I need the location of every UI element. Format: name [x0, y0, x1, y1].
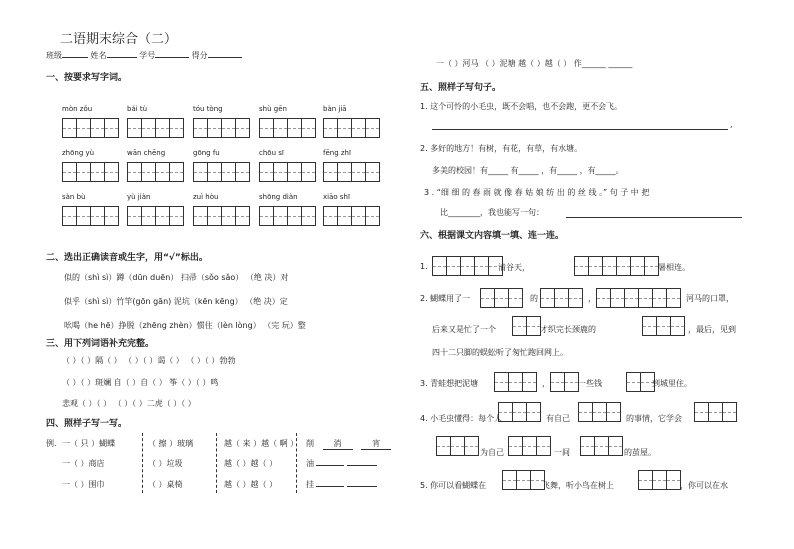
pinyin-label: fēng zhī — [323, 149, 351, 157]
grid-cell[interactable] — [323, 118, 338, 138]
grid-cell[interactable] — [474, 256, 489, 276]
pinyin-label: zuì hòu — [193, 193, 219, 201]
comma: , — [730, 120, 733, 129]
s6-i4c: 的事情，它学会 — [626, 414, 682, 423]
grid-cell[interactable] — [273, 206, 288, 226]
section1-heading: 一、按要求写字词。 — [46, 73, 128, 83]
s4-c4-r1 — [306, 438, 391, 450]
grid-cell[interactable] — [351, 162, 366, 182]
grid-cell[interactable] — [169, 206, 184, 226]
grid-cell[interactable] — [301, 206, 316, 226]
grid-cell[interactable] — [365, 162, 380, 182]
grid-cell[interactable] — [104, 206, 119, 226]
tianzige-grid[interactable] — [512, 316, 540, 336]
tianzige-grid[interactable] — [694, 402, 736, 422]
s6-i3b: ， — [542, 379, 550, 388]
grid-cell[interactable] — [666, 470, 681, 490]
tianzige-grid[interactable] — [550, 372, 578, 392]
grid-cell[interactable] — [207, 162, 222, 182]
s4-c2-r3: （ ）桌椅 — [148, 480, 183, 489]
grid-cell[interactable] — [708, 402, 723, 422]
pinyin-label: yù jiàn — [127, 193, 151, 201]
grid-cell[interactable] — [596, 288, 611, 308]
s6-i4f: 的茧屋。 — [624, 448, 656, 457]
pinyin-label: gōng fu — [193, 149, 220, 157]
score-label: 得分 — [191, 51, 208, 60]
s5-item2: 2. 多好的地方！有树，有花，有草，有水塘。 — [420, 144, 583, 153]
blank[interactable] — [316, 486, 344, 487]
grid-cell[interactable] — [301, 162, 316, 182]
grid-cell[interactable] — [193, 162, 208, 182]
answer-line[interactable] — [566, 217, 742, 218]
grid-cell[interactable] — [141, 162, 156, 182]
grid-cell[interactable] — [606, 402, 621, 422]
grid-cell[interactable] — [365, 118, 380, 138]
grid-cell[interactable] — [323, 162, 338, 182]
grid-cell[interactable] — [588, 256, 603, 276]
section4-heading: 四、照样子写一写。 — [46, 419, 128, 429]
grid-cell[interactable] — [259, 118, 274, 138]
grid-cell[interactable] — [221, 118, 236, 138]
right-top-line: 一（ ）河马 （ ）泥塘 越（ ）越（ ） 作______ ______ — [436, 59, 633, 68]
tianzige-grid[interactable] — [323, 206, 379, 226]
s4-c1-r3: 一（ ）围巾 — [62, 480, 105, 489]
s6-i2b: 的 — [530, 294, 538, 303]
s6-i2g: ，最后，见到 — [688, 325, 736, 334]
grid-cell[interactable] — [502, 470, 517, 490]
grid-cell[interactable] — [656, 316, 671, 336]
grid-cell[interactable] — [564, 372, 579, 392]
divider — [142, 433, 143, 493]
section6-heading: 六、根据课文内容填一填、连一连。 — [420, 231, 565, 241]
s6-i2d: 河马的口罩， — [686, 294, 734, 303]
grid-cell[interactable] — [578, 402, 593, 422]
grid-cell[interactable] — [104, 118, 119, 138]
grid-cell[interactable] — [155, 118, 170, 138]
grid-cell[interactable] — [351, 118, 366, 138]
grid-cell[interactable] — [666, 288, 681, 308]
grid-cell[interactable] — [450, 436, 465, 456]
grid-cell[interactable] — [155, 162, 170, 182]
tianzige-grid[interactable] — [127, 118, 183, 138]
grid-cell[interactable] — [323, 206, 338, 226]
grid-cell[interactable] — [550, 372, 565, 392]
grid-cell[interactable] — [580, 436, 595, 456]
grid-cell[interactable] — [594, 436, 609, 456]
divider — [296, 433, 297, 493]
name-label: 姓名 — [90, 51, 107, 60]
s5-item2b: 多美的校园！有_____ 有_____ ，有_____ ，有_____。 — [432, 166, 624, 175]
name-field[interactable] — [107, 57, 137, 58]
grid-cell[interactable] — [301, 118, 316, 138]
grid-cell[interactable] — [432, 256, 447, 276]
grid-cell[interactable] — [351, 206, 366, 226]
s3-line-2: （ ）（ ）斑斓 自（ ）自（ ） 筝（ ）（ ）鸣 — [62, 378, 219, 387]
grid-cell[interactable] — [207, 206, 222, 226]
s6-i1b: 清谷天， — [498, 263, 530, 272]
grid-cell[interactable] — [512, 316, 527, 336]
s6-i4a: 4. 小毛虫懂得：每个人 — [420, 414, 503, 423]
pinyin-label: tóu tòng — [193, 105, 223, 113]
tianzige-grid[interactable] — [432, 256, 502, 276]
blank[interactable] — [347, 465, 377, 466]
grid-cell[interactable] — [536, 436, 551, 456]
grid-cell[interactable] — [287, 206, 302, 226]
tianzige-grid[interactable] — [193, 162, 249, 182]
pinyin-label: zhōng yù — [62, 149, 95, 157]
s4-c2-r2: （ ）垃圾 — [148, 459, 183, 468]
grid-cell[interactable] — [464, 436, 479, 456]
s6-i3a: 3. 青蛙想把泥塘 — [420, 379, 479, 388]
tianzige-grid[interactable] — [62, 206, 118, 226]
score-field[interactable] — [208, 57, 242, 58]
example-prefix: 例. — [46, 439, 57, 448]
grid-cell[interactable] — [652, 288, 667, 308]
grid-cell[interactable] — [90, 162, 105, 182]
s6-i4d: 为自己 — [480, 448, 504, 457]
tianzige-grid[interactable] — [580, 436, 622, 456]
grid-cell[interactable] — [608, 436, 623, 456]
s4-word-1: 削 — [306, 439, 314, 448]
s4-c4-r3 — [306, 479, 377, 490]
tianzige-grid[interactable] — [502, 470, 544, 490]
s6-i5b: 飞舞，听小鸟在树上 — [542, 481, 614, 490]
s2-line-2: 似乎（shì sì）竹竿(gōn gān) 泥坑（kēn kēng） （绝 决）定 — [64, 297, 288, 306]
grid-cell[interactable] — [616, 256, 631, 276]
s6-i4b: 有自己 — [546, 414, 570, 423]
s3-line-1: （ ）（ ）隔（ ） （ ）（ ）谒（ ） （ ）（ ）勃勃 — [62, 356, 236, 365]
tianzige-grid[interactable] — [127, 206, 183, 226]
blank[interactable] — [316, 465, 344, 466]
blank[interactable] — [347, 486, 377, 487]
grid-cell[interactable] — [494, 288, 509, 308]
tianzige-grid[interactable] — [259, 118, 315, 138]
grid-cell[interactable] — [62, 118, 77, 138]
pinyin-label: sàn bù — [62, 193, 86, 201]
s4-c2-r1: （ 擦 ）玻璃 — [148, 439, 194, 448]
grid-cell[interactable] — [62, 162, 77, 182]
tianzige-grid[interactable] — [638, 470, 680, 490]
s5-item3b: 比________，我也能写一句： — [440, 208, 544, 217]
tianzige-grid[interactable] — [62, 162, 118, 182]
tianzige-grid[interactable] — [578, 402, 620, 422]
s4-example-2: 宵 — [361, 438, 391, 450]
grid-cell[interactable] — [574, 256, 589, 276]
s6-i1c: 暑相连。 — [658, 263, 690, 272]
grid-cell[interactable] — [508, 436, 523, 456]
s4-c1-r2: 一（ ）商店 — [62, 459, 105, 468]
tianzige-grid[interactable] — [642, 316, 684, 336]
s5-item3a: 3 . “细 细 的 春 雨 就 像 春 姑 娘 纺 出 的 丝 线 。” 句 子 中 把 — [424, 188, 650, 197]
grid-cell[interactable] — [235, 206, 250, 226]
s4-c1-r1: 一（ 只 ）蝴蝶 — [62, 439, 116, 448]
grid-cell[interactable] — [446, 256, 461, 276]
tianzige-grid[interactable] — [480, 288, 522, 308]
grid-cell[interactable] — [62, 206, 77, 226]
tianzige-grid[interactable] — [323, 118, 379, 138]
grid-cell[interactable] — [638, 470, 653, 490]
section3-heading: 三、用下列词语补充完整。 — [46, 339, 155, 349]
s6-i1a: 1. — [420, 262, 428, 271]
s4-c3-r1: 越（ 来 ）越（ 啊 ） — [224, 439, 299, 448]
s6-i2e: 后来又是忙了一个 — [432, 325, 496, 334]
grid-cell[interactable] — [273, 162, 288, 182]
grid-cell[interactable] — [235, 118, 250, 138]
grid-cell[interactable] — [337, 118, 352, 138]
grid-cell[interactable] — [104, 162, 119, 182]
pinyin-label: shù gēn — [259, 105, 287, 113]
answer-line[interactable] — [432, 129, 728, 130]
grid-cell[interactable] — [259, 206, 274, 226]
s6-i3d: 到城里住。 — [652, 379, 692, 388]
grid-cell[interactable] — [480, 288, 495, 308]
grid-cell[interactable] — [221, 206, 236, 226]
grid-cell[interactable] — [652, 470, 667, 490]
s6-i2h: 四十二只脚的蜈蚣听了匆忙跑回网上。 — [432, 348, 568, 357]
number-field[interactable] — [155, 57, 189, 58]
grid-cell[interactable] — [141, 118, 156, 138]
grid-cell[interactable] — [259, 162, 274, 182]
grid-cell[interactable] — [127, 206, 142, 226]
grid-cell[interactable] — [512, 402, 527, 422]
grid-cell[interactable] — [722, 402, 737, 422]
grid-cell[interactable] — [554, 288, 569, 308]
grid-cell[interactable] — [193, 206, 208, 226]
tianzige-grid[interactable] — [127, 162, 183, 182]
grid-cell[interactable] — [193, 118, 208, 138]
grid-cell[interactable] — [670, 316, 685, 336]
number-label: 学号 — [139, 51, 156, 60]
tianzige-grid[interactable] — [259, 206, 315, 226]
grid-cell[interactable] — [508, 372, 523, 392]
tianzige-grid[interactable] — [494, 372, 536, 392]
grid-cell[interactable] — [141, 206, 156, 226]
s6-i2c: ， — [588, 294, 596, 303]
tianzige-grid[interactable] — [596, 288, 680, 308]
s2-line-1: 似的（shì sì）蹲（dūn duēn） 扫帚（sǒo sǎo） （绝 决）对 — [64, 273, 289, 282]
tianzige-grid[interactable] — [62, 118, 118, 138]
s4-c4-r2 — [306, 458, 377, 469]
grid-cell[interactable] — [526, 402, 541, 422]
grid-cell[interactable] — [90, 118, 105, 138]
grid-cell[interactable] — [169, 118, 184, 138]
pinyin-label: chōu sī — [259, 149, 284, 157]
grid-cell[interactable] — [540, 288, 555, 308]
grid-cell[interactable] — [460, 256, 475, 276]
grid-cell[interactable] — [624, 288, 639, 308]
section5-heading: 五、照样子写句子。 — [420, 83, 502, 93]
grid-cell[interactable] — [76, 206, 91, 226]
tianzige-grid[interactable] — [323, 162, 379, 182]
class-field[interactable] — [62, 57, 88, 58]
grid-cell[interactable] — [273, 118, 288, 138]
pinyin-label: mòn zǒu — [62, 105, 93, 113]
header-fields — [46, 50, 242, 61]
grid-cell[interactable] — [337, 206, 352, 226]
grid-cell[interactable] — [526, 316, 541, 336]
grid-cell[interactable] — [287, 118, 302, 138]
pinyin-label: shōng diàn — [259, 193, 298, 201]
pinyin-label: bàn jiā — [323, 105, 347, 113]
grid-cell[interactable] — [235, 162, 250, 182]
s4-word-3: 挂 — [306, 480, 314, 489]
tianzige-grid[interactable] — [436, 436, 478, 456]
grid-cell[interactable] — [436, 436, 451, 456]
s6-i4e: 一间 — [554, 448, 570, 457]
grid-cell[interactable] — [694, 402, 709, 422]
grid-cell[interactable] — [610, 288, 625, 308]
grid-cell[interactable] — [127, 162, 142, 182]
grid-cell[interactable] — [365, 206, 380, 226]
grid-cell[interactable] — [287, 162, 302, 182]
grid-cell[interactable] — [155, 206, 170, 226]
s5-item1: 1. 这个可怜的小毛虫，既不会唱，也不会跑，更不会飞。 — [420, 102, 623, 111]
s4-example-1: 消 — [323, 438, 353, 450]
grid-cell[interactable] — [630, 256, 645, 276]
tianzige-grid[interactable] — [193, 118, 249, 138]
grid-cell[interactable] — [127, 118, 142, 138]
class-label: 班级 — [46, 51, 62, 60]
s6-i3c: 一些钱 — [578, 379, 602, 388]
pinyin-label: bái tù — [127, 105, 148, 113]
grid-cell[interactable] — [516, 470, 531, 490]
grid-cell[interactable] — [76, 162, 91, 182]
tianzige-grid[interactable] — [193, 206, 249, 226]
s4-c3-r2: 越（ ）越（ ） — [224, 459, 278, 468]
s6-i5a: 5. 你可以看蝴蝶在 — [420, 481, 487, 490]
s6-i5c: ，你可以在水 — [680, 481, 728, 490]
grid-cell[interactable] — [568, 288, 583, 308]
grid-cell[interactable] — [169, 162, 184, 182]
tianzige-grid[interactable] — [540, 288, 582, 308]
grid-cell[interactable] — [494, 372, 509, 392]
grid-cell[interactable] — [644, 256, 659, 276]
grid-cell[interactable] — [337, 162, 352, 182]
grid-cell[interactable] — [638, 288, 653, 308]
section2-heading: 二、选出正确读音或生字，用“√”标出。 — [46, 253, 208, 263]
grid-cell[interactable] — [592, 402, 607, 422]
tianzige-grid[interactable] — [508, 436, 550, 456]
tianzige-grid[interactable] — [259, 162, 315, 182]
divider — [216, 433, 217, 493]
grid-cell[interactable] — [508, 288, 523, 308]
grid-cell[interactable] — [207, 118, 222, 138]
grid-cell[interactable] — [76, 118, 91, 138]
s2-line-3: 吆喝（he hē）挣脱（zhēng zhèn）惯住（lèn lòng） （完 玩）整 — [64, 321, 306, 330]
s3-line-3: 悲观（ ）（ ） （ ）（ ）二虎（ ）（ ） — [62, 399, 196, 408]
pinyin-label: wān chēng — [127, 149, 166, 157]
grid-cell[interactable] — [221, 162, 236, 182]
s6-i2a: 2. 蝴蝶用了一 — [420, 294, 471, 303]
grid-cell[interactable] — [602, 256, 617, 276]
grid-cell[interactable] — [626, 372, 641, 392]
s4-word-2: 油 — [306, 459, 314, 468]
pinyin-label: xiāo shī — [323, 193, 350, 201]
grid-cell[interactable] — [522, 436, 537, 456]
grid-cell[interactable] — [522, 372, 537, 392]
page-title: 二语期末综合（二） — [60, 32, 178, 47]
tianzige-grid[interactable] — [626, 372, 654, 392]
tianzige-grid[interactable] — [574, 256, 658, 276]
s6-i2f: 才织完长颈鹿的 — [540, 325, 596, 334]
s4-c3-r3: 越（ ）越（ ） — [224, 480, 278, 489]
grid-cell[interactable] — [642, 316, 657, 336]
grid-cell[interactable] — [90, 206, 105, 226]
tianzige-grid[interactable] — [498, 402, 540, 422]
